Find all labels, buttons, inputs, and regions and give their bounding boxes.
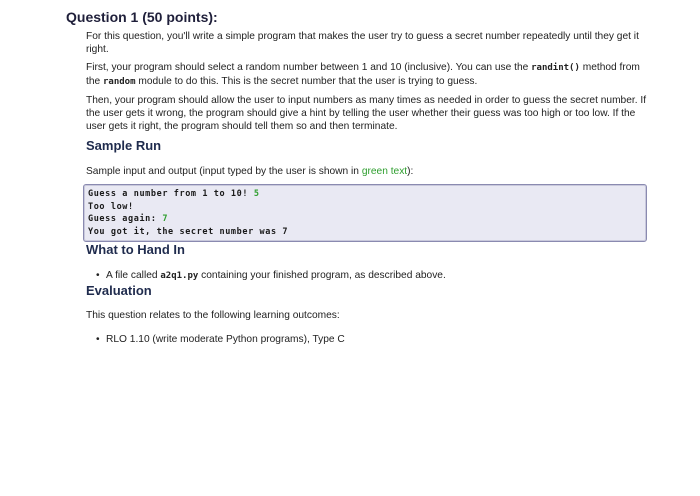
code-line-1	[88, 188, 643, 201]
bullet-dot-icon: •	[96, 270, 100, 281]
code-line-1-prompt: Guess a number from 1 to 10!	[88, 189, 254, 199]
green-text-label: green text	[361, 166, 408, 177]
randint-code: randint()	[531, 63, 580, 73]
sample-intro-text-a: Sample input and output (input typed by the user is shown in	[86, 166, 362, 177]
bullet-dot-icon: •	[96, 334, 100, 345]
code-line-2	[88, 201, 643, 214]
hand-in-text-b: containing your finished program, as described above.	[198, 270, 446, 281]
code-line-3	[88, 213, 643, 226]
learning-outcome-item	[96, 333, 652, 346]
intro-paragraph-3: Then, your program should allow the user to input numbers as many times as needed in order to guess the secret number. If the user gets it wrong, the program should give a hint by telling the user whether their guess was too high or too low. If the user gets it right, the program should tell them so and then terminate.	[86, 95, 647, 132]
random-module-code: random	[103, 77, 136, 87]
sample-run-code-box	[83, 184, 647, 242]
question-content	[86, 30, 652, 346]
sample-run-intro	[86, 166, 652, 177]
sample-run-heading: Sample Run	[86, 138, 162, 153]
hand-in-text-a: A file called	[106, 270, 161, 281]
code-line-1-input: 5	[253, 189, 260, 199]
hand-in-item	[96, 269, 652, 283]
intro-p2-text-a: First, your program should select a random number between 1 and 10 (inclusive). You can use the	[86, 62, 532, 73]
code-line-2-prompt: Too low!	[88, 201, 134, 212]
filename-code: a2q1.py	[160, 271, 199, 281]
learning-outcomes-list	[86, 333, 652, 346]
hand-in-heading: What to Hand In	[86, 242, 185, 257]
intro-p2-text-b: method from the	[86, 62, 640, 87]
learning-outcome-text: RLO 1.10 (write moderate Python programs), Type C	[106, 334, 345, 345]
intro-paragraph-1: For this question, you'll write a simple program that makes the user try to guess a secret number repeatedly until they get it right.	[86, 31, 639, 55]
code-line-3-input: 7	[162, 214, 169, 224]
intro-paragraph-2	[86, 61, 652, 89]
question-title: Question 1 (50 points):	[66, 9, 218, 25]
intro-p2-text-c: module to do this. This is the secret number that the user is trying to guess.	[135, 76, 478, 87]
code-line-4	[88, 226, 643, 239]
evaluation-intro: This question relates to the following learning outcomes:	[86, 310, 340, 321]
hand-in-list	[86, 269, 652, 283]
sample-intro-text-b: ):	[407, 166, 414, 177]
code-line-3-prompt: Guess again:	[88, 214, 163, 224]
evaluation-heading: Evaluation	[86, 283, 152, 298]
code-line-4-prompt: You got it, the secret number was 7	[88, 226, 289, 237]
